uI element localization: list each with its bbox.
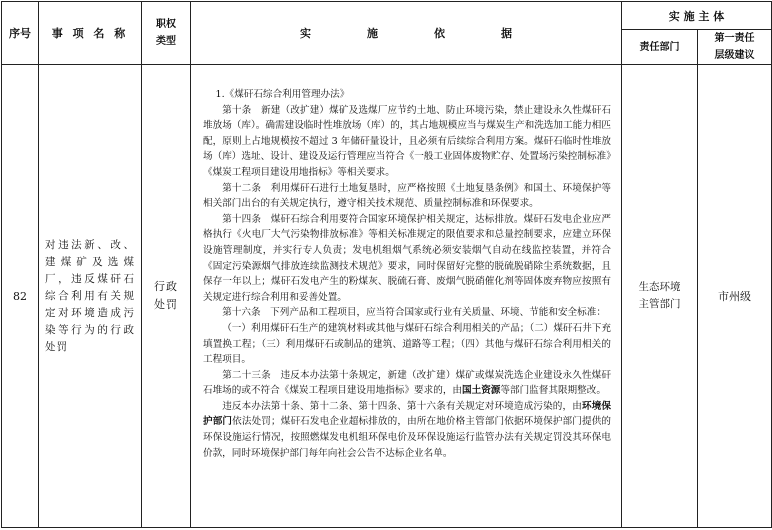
header-basis-char-2: 施 xyxy=(367,27,378,40)
header-basis-char-4: 据 xyxy=(501,27,512,40)
header-serial-number: 序号 xyxy=(2,2,39,65)
header-power-type-line2: 类型 xyxy=(156,36,176,47)
power-type-line2: 处罚 xyxy=(154,298,178,311)
table-row xyxy=(2,65,772,528)
first-level-cell: 市州级 xyxy=(698,65,772,528)
header-power-type-line1: 职权 xyxy=(156,19,176,30)
basis-article-16: 第十六条 下列产品和工程项目，应当符合国家或行业有关质量、环境、节能和安全标准： xyxy=(222,307,606,319)
implementation-basis-cell xyxy=(191,65,622,528)
department-line1: 生态环境 xyxy=(638,281,681,293)
basis-article-23 xyxy=(203,368,611,399)
basis-article-14: 第十四条 煤矸石综合利用要符合国家环境保护相关规定，达标排放。煤矸石发电企业应严格执行《火电厂大气污染物排放标准》等相关标准规定的限值要求和总量控制要求，应建立环保设施管理制度，并实行专人负责；发电机组烟气系统必须安装烟气自动在线监控装置，并符合《固定污染源烟气排放连续监测技术规范》要求，同时保留好完整的脱硫脱硝除尘系统数据，且保存一年以上；煤矸石发电产生的粉煤灰、脱硫石膏、废烟气脱硝催化剂等固体废弃物应按照有关规定进行综合利用和妥善处置。 xyxy=(203,213,611,303)
serial-number-cell: 82 xyxy=(2,65,39,528)
basis-article-12: 第十二条 利用煤矸石进行土地复垦时，应严格按照《土地复垦条例》和国土、环境保护等相关部门出台的有关规定执行，遵守相关技术规范、质量控制标准和环保要求。 xyxy=(203,182,611,210)
basis-title: 1.《煤矸石综合利用管理办法》 xyxy=(215,89,350,100)
header-item-name: 事 项 名 称 xyxy=(39,2,142,65)
header-first-level-line1: 第一责任 xyxy=(714,33,755,44)
department-line2: 主管部门 xyxy=(638,298,681,310)
header-first-level-line2: 层级建议 xyxy=(714,50,755,61)
basis-article-16-items: （一）利用煤矸石生产的建筑材料或其他与煤矸石综合利用相关的产品；（二）煤矸石井下充填置换工程；（三）利用煤矸石或制品的建筑、道路等工程；（四）其他与煤矸石综合利用相关的工程项目。 xyxy=(203,322,611,366)
header-responsible-department: 责任部门 xyxy=(622,30,698,65)
power-type-cell xyxy=(142,65,191,528)
basis-penalty-text-a: 违反本办法第十条、第十二条、第十四条、第十六条有关规定对环境造成污染的，由 xyxy=(222,400,582,412)
header-implementation-basis xyxy=(191,2,622,65)
header-basis-char-3: 依 xyxy=(434,27,445,40)
basis-article-23-text-b: 等部门监督其限期整改。 xyxy=(500,385,606,397)
header-row-1 xyxy=(2,2,772,30)
power-type-line1: 行政 xyxy=(154,280,178,293)
basis-penalty-authority: 环境保护部门 xyxy=(203,400,612,428)
header-first-level xyxy=(698,30,772,65)
basis-penalty-text-b: 依法处罚；煤矸石发电企业超标排放的，由所在地价格主管部门依据环境保护部门提供的环保设施运行情况，按照燃煤发电机组环保电价及环保设施运行监管办法有关规定罚没其环保电价款，同时环境保护部门每年向社会公告不达标企业名单。 xyxy=(203,416,612,459)
item-name-cell: 对违法新、改、建煤矿及选煤厂，违反煤矸石综合利用有关规定对环境造成污染等行为的行政处罚 xyxy=(39,65,142,528)
header-power-type xyxy=(142,2,191,65)
header-implementing-subject: 实 施 主 体 xyxy=(622,2,772,30)
responsibility-table xyxy=(1,1,772,528)
basis-penalty-clause xyxy=(203,399,611,461)
basis-article-10: 第十条 新建（改扩建）煤矿及选煤厂应节约土地、防止环境污染，禁止建设永久性煤矸石堆放场（库）。确需建设临时性堆放场（库）的，其占地规模应当与煤炭生产和洗选加工能力相匹配，原则上占地规模按不超过 3 年储矸量设计，且必须有后续综合利用方案。煤矸石临时性堆放场（库）选址、设计、建设及运行管理应当符合《一般工业固体废物贮存、处置场污染控制标准》《煤炭工程项目建设用地指标》等相关要求。 xyxy=(203,104,611,178)
basis-article-23-authority: 国土资源 xyxy=(462,385,501,397)
basis-article-23-text-a: 第二十三条 违反本办法第十条规定，新建（改扩建）煤矿或煤炭洗选企业建设永久性煤矸石堆场的或不符合《煤炭工程项目建设用地指标》要求的，由 xyxy=(203,369,611,397)
responsible-department-cell xyxy=(622,65,698,528)
header-basis-char-1: 实 xyxy=(300,27,311,40)
